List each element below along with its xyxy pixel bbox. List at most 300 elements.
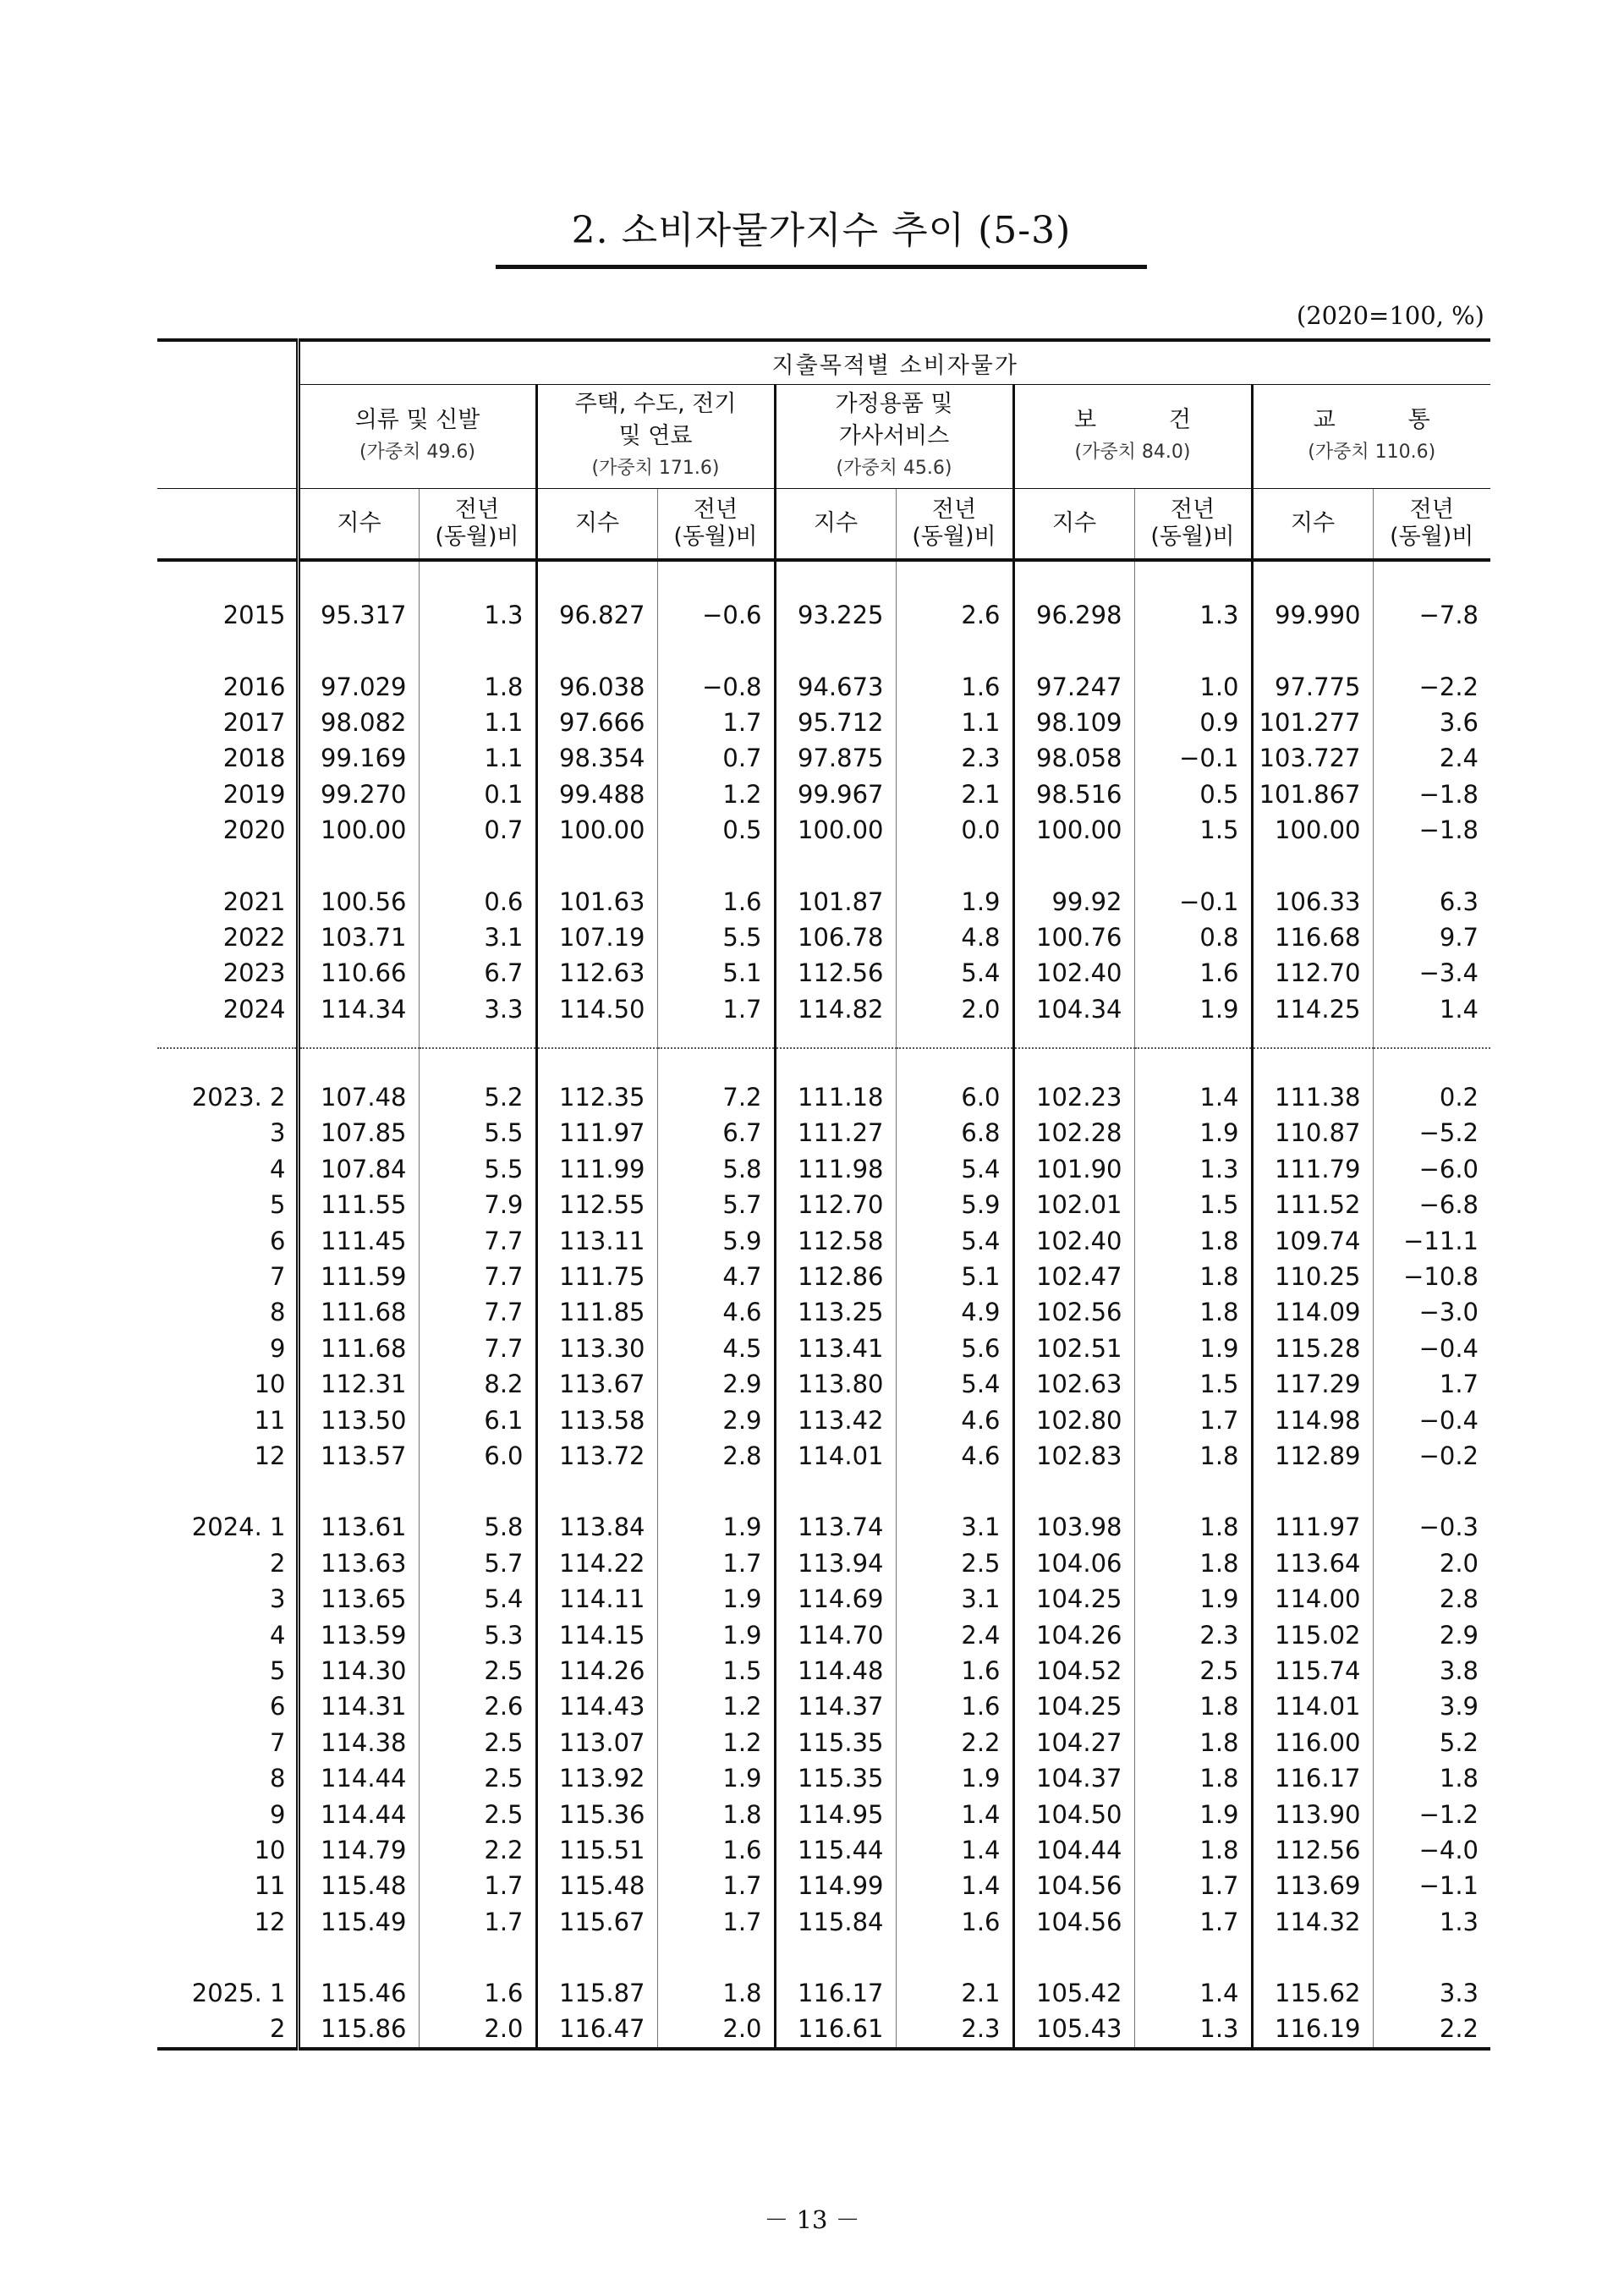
change-value: 1.1 xyxy=(419,740,536,776)
index-subheader: 지수 xyxy=(536,489,657,561)
spacer-cell xyxy=(657,1027,775,1048)
change-value: 5.1 xyxy=(657,955,775,991)
index-value: 102.40 xyxy=(1013,1222,1134,1258)
spacer-cell xyxy=(1252,1027,1373,1048)
period-label: 2021 xyxy=(157,883,298,919)
index-value: 104.25 xyxy=(1013,1581,1134,1617)
spacer-cell xyxy=(1013,560,1134,597)
period-label: 2020 xyxy=(157,812,298,848)
index-value: 114.30 xyxy=(298,1653,419,1688)
spacer-cell xyxy=(1252,560,1373,597)
spacer-row xyxy=(157,560,1490,597)
spacer-cell xyxy=(1013,848,1134,883)
spacer-cell xyxy=(157,1940,298,1975)
index-value: 102.83 xyxy=(1013,1438,1134,1474)
index-value: 110.66 xyxy=(298,955,419,991)
index-value: 99.169 xyxy=(298,740,419,776)
spacer-cell xyxy=(1013,1027,1134,1048)
spacer-cell xyxy=(157,848,298,883)
index-value: 114.31 xyxy=(298,1688,419,1724)
change-value: 5.2 xyxy=(1373,1725,1490,1760)
index-value: 99.488 xyxy=(536,777,657,812)
change-value: 1.7 xyxy=(419,1904,536,1940)
spacer-cell xyxy=(1134,633,1252,668)
change-value: 4.5 xyxy=(657,1331,775,1366)
index-value: 96.038 xyxy=(536,668,657,704)
change-value: 4.6 xyxy=(657,1294,775,1330)
spacer-cell xyxy=(536,1048,657,1079)
change-value: 5.9 xyxy=(657,1222,775,1258)
page-number: － 13 － xyxy=(764,2205,860,2234)
period-label: 5 xyxy=(157,1653,298,1688)
index-value: 112.86 xyxy=(775,1259,896,1294)
index-value: 106.78 xyxy=(775,920,896,955)
period-label: 2024. 1 xyxy=(157,1509,298,1545)
index-value: 107.48 xyxy=(298,1079,419,1115)
index-value: 113.30 xyxy=(536,1331,657,1366)
change-value: 4.9 xyxy=(896,1294,1013,1330)
change-value: 2.6 xyxy=(896,597,1013,633)
index-value: 115.84 xyxy=(775,1904,896,1940)
category-name-line2: 및 연료 xyxy=(618,423,693,449)
index-value: 116.17 xyxy=(775,1975,896,2011)
change-value: −0.4 xyxy=(1373,1331,1490,1366)
change-value: 1.7 xyxy=(419,1868,536,1903)
spacer-cell xyxy=(896,1048,1013,1079)
change-value: 1.6 xyxy=(1134,955,1252,991)
index-value: 104.52 xyxy=(1013,1653,1134,1688)
change-value: 1.3 xyxy=(1134,597,1252,633)
index-value: 113.84 xyxy=(536,1509,657,1545)
index-value: 95.712 xyxy=(775,705,896,740)
index-value: 99.967 xyxy=(775,777,896,812)
change-value: 1.3 xyxy=(1134,1151,1252,1187)
spacer-cell xyxy=(775,1048,896,1079)
spacer-cell xyxy=(1134,560,1252,597)
spacer-cell xyxy=(298,1027,419,1048)
period-label: 6 xyxy=(157,1222,298,1258)
index-value: 100.00 xyxy=(536,812,657,848)
change-subheader-line2: (동월)비 xyxy=(1390,524,1474,550)
change-value: 1.9 xyxy=(657,1509,775,1545)
index-value: 111.52 xyxy=(1252,1187,1373,1222)
table-row xyxy=(157,1653,1490,1688)
index-value: 102.80 xyxy=(1013,1402,1134,1437)
change-value: 0.2 xyxy=(1373,1079,1490,1115)
index-value: 112.55 xyxy=(536,1187,657,1222)
change-value: 5.1 xyxy=(896,1259,1013,1294)
spacer-cell xyxy=(298,848,419,883)
change-value: 1.8 xyxy=(1134,1259,1252,1294)
change-subheader-line1: 전년 xyxy=(454,497,500,523)
change-value: 1.4 xyxy=(896,1868,1013,1903)
change-value: 8.2 xyxy=(419,1366,536,1402)
change-value: 1.5 xyxy=(1134,1187,1252,1222)
index-value: 98.109 xyxy=(1013,705,1134,740)
change-value: 1.4 xyxy=(896,1832,1013,1868)
index-value: 111.97 xyxy=(1252,1509,1373,1545)
period-label: 11 xyxy=(157,1402,298,1437)
index-value: 104.56 xyxy=(1013,1904,1134,1940)
index-value: 114.11 xyxy=(536,1581,657,1617)
change-value: 4.6 xyxy=(896,1402,1013,1437)
change-value: 3.8 xyxy=(1373,1653,1490,1688)
index-value: 112.70 xyxy=(775,1187,896,1222)
change-value: 1.7 xyxy=(657,1904,775,1940)
change-value: 1.8 xyxy=(1134,1546,1252,1581)
change-value: 0.5 xyxy=(657,812,775,848)
spacer-cell xyxy=(896,1940,1013,1975)
index-value: 114.43 xyxy=(536,1688,657,1724)
change-value: 1.9 xyxy=(1134,991,1252,1027)
spacer-cell xyxy=(419,633,536,668)
index-value: 115.67 xyxy=(536,1904,657,1940)
page-title: 2. 소비자물가지수 추이 (5-3) xyxy=(571,209,1072,252)
table-row xyxy=(157,1079,1490,1115)
index-value: 114.25 xyxy=(1252,991,1373,1027)
change-value: 1.7 xyxy=(1134,1904,1252,1940)
index-value: 113.64 xyxy=(1252,1546,1373,1581)
index-value: 116.17 xyxy=(1252,1760,1373,1796)
period-label: 2025. 1 xyxy=(157,1975,298,2011)
change-value: 2.5 xyxy=(419,1653,536,1688)
change-value: 1.8 xyxy=(657,1975,775,2011)
index-value: 114.01 xyxy=(1252,1688,1373,1724)
table-row xyxy=(157,740,1490,776)
index-value: 113.57 xyxy=(298,1438,419,1474)
change-value: 1.5 xyxy=(1134,1366,1252,1402)
index-value: 102.23 xyxy=(1013,1079,1134,1115)
spacer-cell xyxy=(419,848,536,883)
change-subheader-line1: 전년 xyxy=(1170,497,1215,523)
index-value: 115.48 xyxy=(536,1868,657,1903)
table-row xyxy=(157,668,1490,704)
change-value: 2.2 xyxy=(1373,2011,1490,2048)
change-value: 0.5 xyxy=(1134,777,1252,812)
table-row xyxy=(157,1222,1490,1258)
spacer-cell xyxy=(157,633,298,668)
index-value: 113.41 xyxy=(775,1331,896,1366)
index-value: 101.90 xyxy=(1013,1151,1134,1187)
change-value: 5.4 xyxy=(896,1366,1013,1402)
index-value: 112.56 xyxy=(775,955,896,991)
change-value: 6.1 xyxy=(419,1402,536,1437)
period-label: 9 xyxy=(157,1331,298,1366)
period-label: 2023. 2 xyxy=(157,1079,298,1115)
index-value: 113.92 xyxy=(536,1760,657,1796)
spacer-cell xyxy=(536,560,657,597)
index-value: 102.56 xyxy=(1013,1294,1134,1330)
index-value: 114.99 xyxy=(775,1868,896,1903)
index-value: 104.25 xyxy=(1013,1688,1134,1724)
index-value: 113.90 xyxy=(1252,1796,1373,1831)
index-value: 114.01 xyxy=(775,1438,896,1474)
spacer-cell xyxy=(298,560,419,597)
change-value: 2.9 xyxy=(657,1366,775,1402)
change-value: 3.6 xyxy=(1373,705,1490,740)
spacer-cell xyxy=(536,1027,657,1048)
change-subheader xyxy=(657,489,775,561)
category-name: 교 통 xyxy=(1313,407,1430,433)
table-row xyxy=(157,1438,1490,1474)
change-value: 1.3 xyxy=(419,597,536,633)
index-value: 111.97 xyxy=(536,1115,657,1150)
change-subheader xyxy=(1373,489,1490,561)
change-value: 2.0 xyxy=(1373,1546,1490,1581)
table-row xyxy=(157,1688,1490,1724)
index-value: 97.666 xyxy=(536,705,657,740)
change-value: 1.0 xyxy=(1134,668,1252,704)
change-value: 2.5 xyxy=(896,1546,1013,1581)
change-value: 7.2 xyxy=(657,1079,775,1115)
spacer-cell xyxy=(775,848,896,883)
spacer-cell xyxy=(419,560,536,597)
index-value: 111.79 xyxy=(1252,1151,1373,1187)
change-value: 4.8 xyxy=(896,920,1013,955)
index-value: 113.11 xyxy=(536,1222,657,1258)
change-value: 1.9 xyxy=(896,1760,1013,1796)
change-value: 3.3 xyxy=(419,991,536,1027)
change-value: 1.7 xyxy=(1373,1366,1490,1402)
period-label: 11 xyxy=(157,1868,298,1903)
index-value: 104.27 xyxy=(1013,1725,1134,1760)
table-row xyxy=(157,955,1490,991)
change-value: 1.8 xyxy=(419,668,536,704)
table-row xyxy=(157,597,1490,633)
change-value: 1.6 xyxy=(896,1904,1013,1940)
spacer-cell xyxy=(896,848,1013,883)
change-subheader-line1: 전년 xyxy=(693,497,738,523)
change-value: 2.0 xyxy=(419,2011,536,2048)
index-value: 98.058 xyxy=(1013,740,1134,776)
index-value: 114.79 xyxy=(298,1832,419,1868)
period-label: 7 xyxy=(157,1259,298,1294)
spacer-cell xyxy=(157,560,298,597)
change-value: 1.7 xyxy=(657,1868,775,1903)
index-value: 115.28 xyxy=(1252,1331,1373,1366)
table-row xyxy=(157,705,1490,740)
spacer-cell xyxy=(1373,560,1490,597)
change-value: 5.6 xyxy=(896,1331,1013,1366)
change-value: 5.4 xyxy=(896,955,1013,991)
change-value: 1.4 xyxy=(1373,991,1490,1027)
index-value: 114.09 xyxy=(1252,1294,1373,1330)
spacer-cell xyxy=(1373,1940,1490,1975)
period-label: 4 xyxy=(157,1617,298,1652)
index-value: 111.55 xyxy=(298,1187,419,1222)
index-value: 114.34 xyxy=(298,991,419,1027)
table-row xyxy=(157,1832,1490,1868)
change-value: −5.2 xyxy=(1373,1115,1490,1150)
spacer-cell xyxy=(157,1474,298,1509)
index-value: 115.46 xyxy=(298,1975,419,2011)
index-value: 99.270 xyxy=(298,777,419,812)
change-value: 5.4 xyxy=(896,1151,1013,1187)
period-label: 2018 xyxy=(157,740,298,776)
table-row xyxy=(157,1366,1490,1402)
title-underline xyxy=(496,265,1147,269)
index-value: 114.00 xyxy=(1252,1581,1373,1617)
change-value: 1.1 xyxy=(896,705,1013,740)
change-value: 1.4 xyxy=(1134,1975,1252,2011)
spacer-cell xyxy=(896,1027,1013,1048)
change-value: −6.8 xyxy=(1373,1187,1490,1222)
period-label: 2022 xyxy=(157,920,298,955)
change-value: 1.7 xyxy=(1134,1868,1252,1903)
index-value: 101.63 xyxy=(536,883,657,919)
table-row xyxy=(157,883,1490,919)
corner-cell xyxy=(157,340,298,385)
change-value: 2.2 xyxy=(896,1725,1013,1760)
change-value: 5.7 xyxy=(657,1187,775,1222)
index-value: 100.00 xyxy=(298,812,419,848)
table-row xyxy=(157,920,1490,955)
spacer-cell xyxy=(536,633,657,668)
change-value: −3.4 xyxy=(1373,955,1490,991)
index-value: 102.28 xyxy=(1013,1115,1134,1150)
table-row xyxy=(157,812,1490,848)
index-value: 115.35 xyxy=(775,1725,896,1760)
table-row xyxy=(157,991,1490,1027)
category-name: 보 건 xyxy=(1074,407,1191,433)
corner-cell-2 xyxy=(157,385,298,489)
change-value: 3.9 xyxy=(1373,1688,1490,1724)
spacer-cell xyxy=(536,1474,657,1509)
spacer-cell xyxy=(1013,633,1134,668)
index-value: 96.827 xyxy=(536,597,657,633)
index-value: 113.42 xyxy=(775,1402,896,1437)
period-label: 2024 xyxy=(157,991,298,1027)
period-label: 7 xyxy=(157,1725,298,1760)
period-label: 4 xyxy=(157,1151,298,1187)
index-value: 114.26 xyxy=(536,1653,657,1688)
index-value: 114.37 xyxy=(775,1688,896,1724)
change-value: −1.1 xyxy=(1373,1868,1490,1903)
change-value: −3.0 xyxy=(1373,1294,1490,1330)
index-value: 100.00 xyxy=(775,812,896,848)
change-value: 4.7 xyxy=(657,1259,775,1294)
change-value: 2.8 xyxy=(657,1438,775,1474)
table-row xyxy=(157,1187,1490,1222)
change-value: 1.6 xyxy=(896,1688,1013,1724)
spacer-cell xyxy=(1373,1027,1490,1048)
cpi-table xyxy=(157,338,1490,2051)
spacer-cell xyxy=(157,1048,298,1079)
change-value: 2.1 xyxy=(896,1975,1013,2011)
spacer-row xyxy=(157,848,1490,883)
period-label: 5 xyxy=(157,1187,298,1222)
spacer-cell xyxy=(419,1027,536,1048)
spacer-cell xyxy=(1134,1027,1252,1048)
category-weight: (가중치 45.6) xyxy=(836,458,952,479)
change-value: 1.7 xyxy=(657,705,775,740)
spacer-row xyxy=(157,1048,1490,1079)
change-value: 1.8 xyxy=(1373,1760,1490,1796)
index-value: 93.225 xyxy=(775,597,896,633)
index-value: 114.22 xyxy=(536,1546,657,1581)
category-weight: (가중치 84.0) xyxy=(1074,442,1191,463)
change-value: 7.7 xyxy=(419,1259,536,1294)
index-value: 112.58 xyxy=(775,1222,896,1258)
period-label: 10 xyxy=(157,1832,298,1868)
period-label: 12 xyxy=(157,1438,298,1474)
page-title-wrap xyxy=(496,201,1147,261)
index-value: 111.98 xyxy=(775,1151,896,1187)
spacer-cell xyxy=(657,1940,775,1975)
table-row xyxy=(157,1796,1490,1831)
change-value: 2.9 xyxy=(657,1402,775,1437)
spacer-cell xyxy=(657,633,775,668)
change-value: 0.9 xyxy=(1134,705,1252,740)
index-value: 114.38 xyxy=(298,1725,419,1760)
change-value: −10.8 xyxy=(1373,1259,1490,1294)
spacer-cell xyxy=(1373,633,1490,668)
spacer-cell xyxy=(657,1048,775,1079)
index-subheader: 지수 xyxy=(1013,489,1134,561)
spacer-cell xyxy=(298,1048,419,1079)
change-value: 1.2 xyxy=(657,777,775,812)
index-value: 111.38 xyxy=(1252,1079,1373,1115)
change-value: 3.1 xyxy=(896,1581,1013,1617)
change-value: 1.2 xyxy=(657,1725,775,1760)
index-value: 98.082 xyxy=(298,705,419,740)
change-value: 2.8 xyxy=(1373,1581,1490,1617)
spacer-cell xyxy=(157,1027,298,1048)
index-value: 113.65 xyxy=(298,1581,419,1617)
change-value: 6.0 xyxy=(419,1438,536,1474)
change-value: 2.0 xyxy=(657,2011,775,2048)
spacer-cell xyxy=(536,848,657,883)
change-value: 1.1 xyxy=(419,705,536,740)
change-value: 5.4 xyxy=(896,1222,1013,1258)
table-row xyxy=(157,777,1490,812)
change-value: 1.7 xyxy=(657,991,775,1027)
spacer-row xyxy=(157,1027,1490,1048)
index-value: 99.990 xyxy=(1252,597,1373,633)
index-value: 101.87 xyxy=(775,883,896,919)
change-value: 2.3 xyxy=(896,2011,1013,2048)
change-value: −0.6 xyxy=(657,597,775,633)
index-value: 112.70 xyxy=(1252,955,1373,991)
spacer-row xyxy=(157,1940,1490,1975)
index-value: 103.71 xyxy=(298,920,419,955)
change-value: 2.2 xyxy=(419,1832,536,1868)
change-value: 3.3 xyxy=(1373,1975,1490,2011)
spacer-cell xyxy=(896,1474,1013,1509)
change-value: 7.9 xyxy=(419,1187,536,1222)
category-name: 의류 및 신발 xyxy=(354,407,480,433)
index-value: 116.00 xyxy=(1252,1725,1373,1760)
change-value: −0.2 xyxy=(1373,1438,1490,1474)
change-value: 5.4 xyxy=(419,1581,536,1617)
change-value: 6.3 xyxy=(1373,883,1490,919)
spacer-row xyxy=(157,1474,1490,1509)
change-value: 1.8 xyxy=(1134,1294,1252,1330)
table-row xyxy=(157,1402,1490,1437)
index-value: 115.02 xyxy=(1252,1617,1373,1652)
change-value: −0.3 xyxy=(1373,1509,1490,1545)
category-weight: (가중치 49.6) xyxy=(359,442,475,463)
index-value: 101.277 xyxy=(1252,705,1373,740)
index-value: 102.63 xyxy=(1013,1366,1134,1402)
spacer-cell xyxy=(657,848,775,883)
category-header xyxy=(1013,385,1252,489)
index-value: 116.68 xyxy=(1252,920,1373,955)
category-header xyxy=(298,385,536,489)
change-value: 9.7 xyxy=(1373,920,1490,955)
change-value: 1.4 xyxy=(896,1796,1013,1831)
index-value: 115.86 xyxy=(298,2011,419,2048)
